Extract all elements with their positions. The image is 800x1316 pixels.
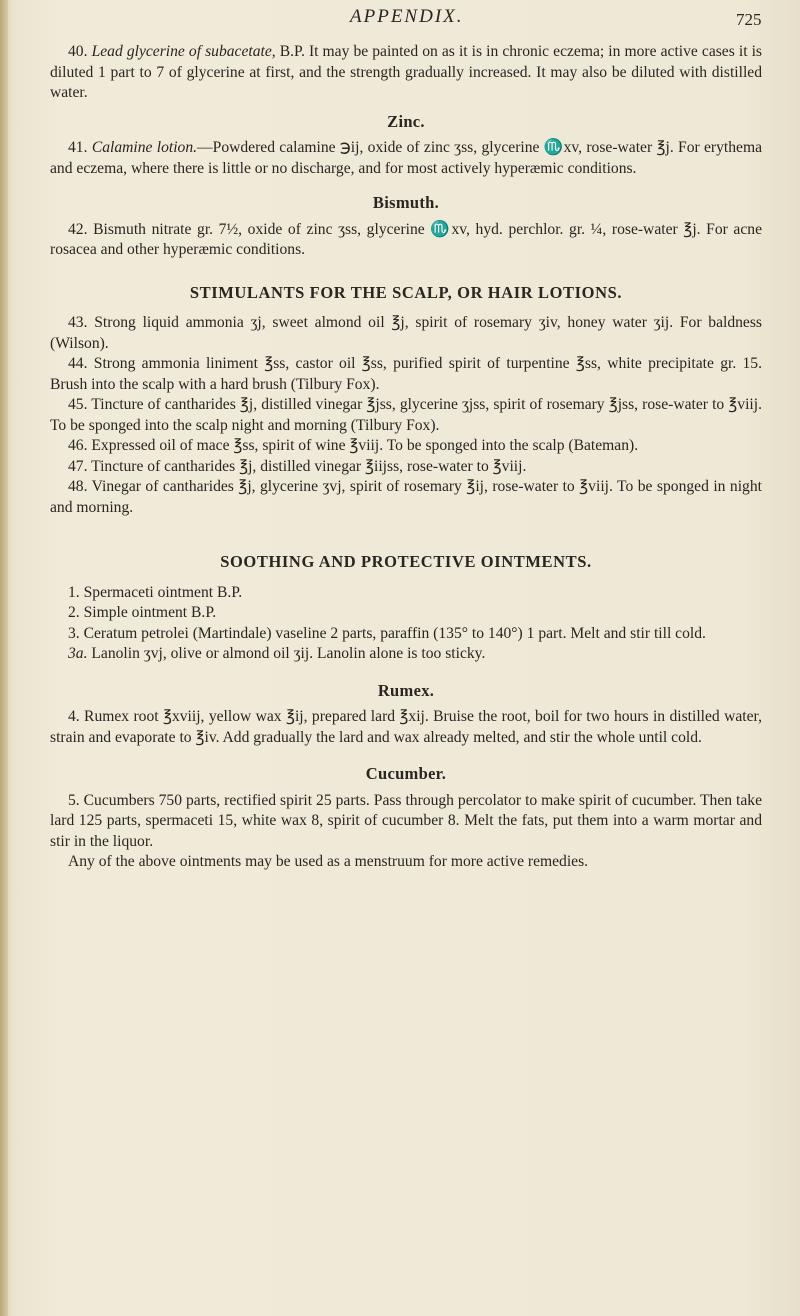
section-heading-zinc: Zinc.	[387, 111, 425, 131]
ointment-2: 2. Simple ointment B.P.	[68, 604, 217, 621]
ointment-4: 4. Rumex root ℥xviij, yellow wax ℥ij, prepared lard ℥xij. Bruise the root, boil for two hours in distilled water, strain and evaporate to ℥iv. Add gradually the lard and wax already melted, and stir the whole until cold.	[50, 708, 762, 746]
page-header	[0, 6, 800, 36]
recipe-title: Lead glycerine of subacetate,	[91, 43, 276, 60]
ointment-3a	[50, 644, 762, 665]
section-heading-bismuth: Bismuth.	[372, 193, 440, 212]
recipe-number: 41.	[68, 139, 92, 156]
recipe-42: 42. Bismuth nitrate gr. 7½, oxide of zinc ʒss, glycerine ♏xv, hyd. perchlor. gr. ¼, rose-water ℥j. For acne rosacea and other hyperæmic conditions.	[50, 220, 762, 258]
recipe-text: —Powdered calamine ℈ij, oxide of zinc ʒss, glycerine ♏xv, rose-water ℥j. For erythema and eczema, where there is little or no discharge, and for most actively hyperæmic conditions.	[50, 139, 763, 177]
recipe-number: 40.	[68, 43, 92, 60]
running-title: APPENDIX.	[350, 6, 464, 27]
ointment-1: 1. Spermaceti ointment B.P.	[68, 583, 243, 601]
recipe-text: Lanolin ʒvj, olive or almond oil ʒij. Lanolin alone is too sticky.	[91, 645, 486, 662]
recipe-40	[50, 42, 762, 104]
recipe-number: 3a.	[68, 645, 92, 662]
page-binding-edge	[0, 0, 8, 1316]
recipe-title: Calamine lotion.	[91, 139, 198, 156]
recipe-47: 47. Tincture of cantharides ℥j, distilled vinegar ℥iijss, rose-water to ℥viij.	[68, 457, 527, 475]
section-heading-hair-lotions: STIMULANTS FOR THE SCALP, OR HAIR LOTIONS.	[189, 282, 623, 302]
recipe-46: 46. Expressed oil of mace ℥ss, spirit of wine ℥viij. To be sponged into the scalp (Bateman).	[68, 437, 639, 454]
section-heading-cucumber: Cucumber.	[365, 764, 447, 783]
section-heading-ointments: SOOTHING AND PROTECTIVE OINTMENTS.	[220, 552, 592, 571]
recipe-44: 44. Strong ammonia liniment ℥ss, castor oil ℥ss, purified spirit of turpentine ℥ss, white precipitate gr. 15. Brush into the scalp with a hard brush (Tilbury Fox).	[50, 355, 762, 393]
recipe-41	[50, 138, 762, 179]
ointment-5: 5. Cucumbers 750 parts, rectified spirit 25 parts. Pass through percolator to make spirit of cucumber. Then take lard 125 parts, spermaceti 15, white wax 8, spirit of cucumber 8. Melt the fats, put them into a warm mortar and stir in the liquor.	[50, 791, 762, 850]
recipe-48: 48. Vinegar of cantharides ℥j, glycerine ʒvj, spirit of rosemary ℥ij, rose-water to ℥viij. To be sponged in night and morning.	[50, 478, 762, 516]
page-number: 725	[736, 10, 762, 29]
recipe-43: 43. Strong liquid ammonia ʒj, sweet almond oil ℥j, spirit of rosemary ʒiv, honey water ʒij. For baldness (Wilson).	[50, 314, 762, 352]
section-heading-rumex: Rumex.	[377, 680, 435, 700]
page-body	[50, 42, 762, 873]
closing-note: Any of the above ointments may be used as a menstruum for more active remedies.	[68, 853, 589, 870]
recipe-text: B.P. It may be painted on as it is in chronic eczema; in more active cases it is diluted 1 part to 7 of glycerine at first, and the strength gradually increased. It may also be diluted with distilled water.	[50, 43, 762, 101]
recipe-45: 45. Tincture of cantharides ℥j, distilled vinegar ℥jss, glycerine ʒjss, spirit of rosemary ℥jss, rose-water to ℥viij. To be sponged into the scalp night and morning (Tilbury Fox).	[50, 396, 762, 434]
ointment-3: 3. Ceratum petrolei (Martindale) vaseline 2 parts, paraffin (135° to 140°) 1 part. Melt and stir till cold.	[68, 624, 706, 642]
